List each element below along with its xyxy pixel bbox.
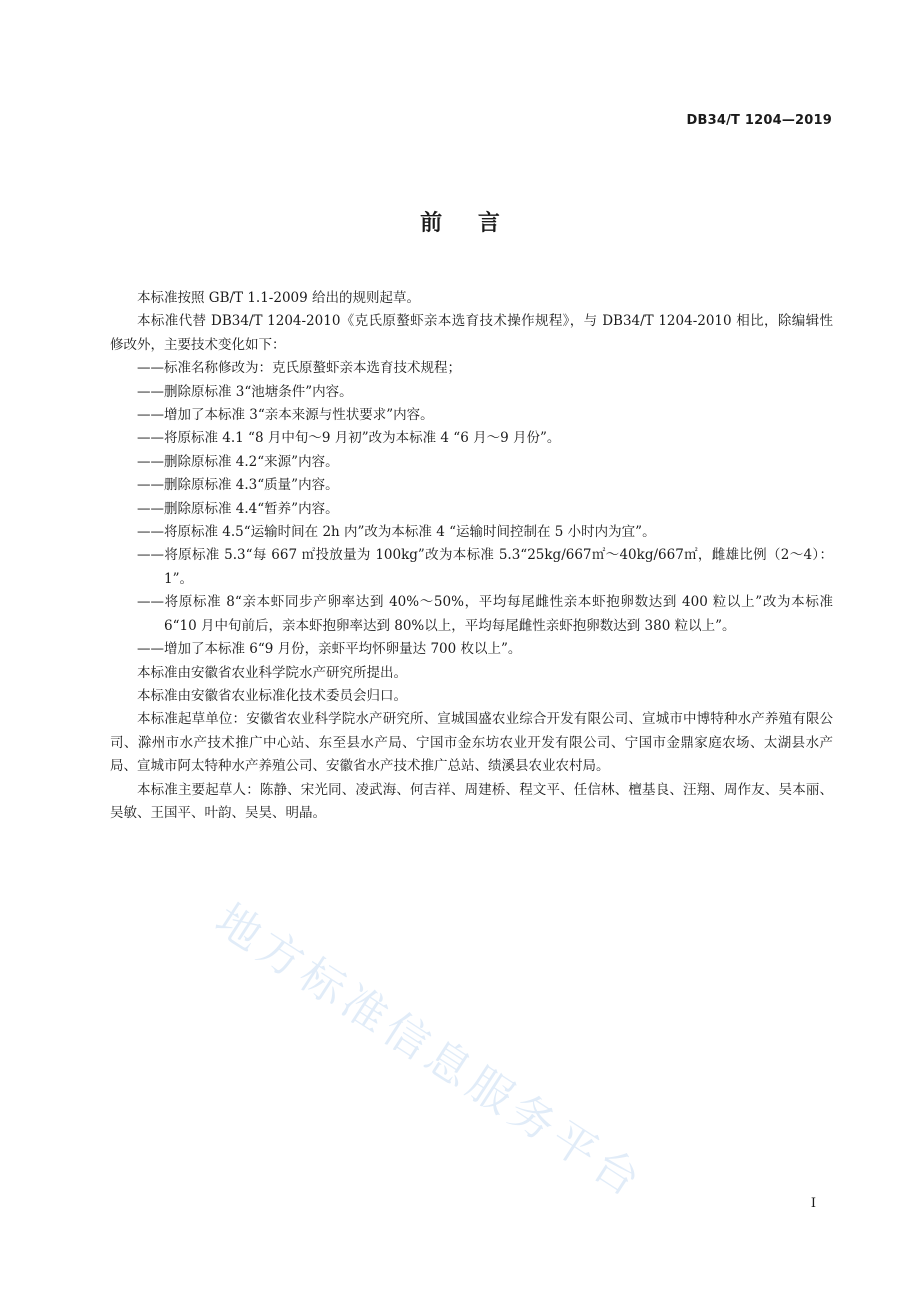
change-item: ——将原标准 5.3“每 667 ㎡投放量为 100kg”改为本标准 5.3“25kg/667㎡～40kg/667㎡，雌雄比例（2～4）：1”。 <box>137 547 833 587</box>
watermark: 地方标准信息服务平台 <box>206 894 654 1210</box>
paragraph-drafting-rules: 本标准按照 GB/T 1.1-2009 给出的规则起草。 <box>137 290 421 306</box>
change-item: ——删除原标准 4.4“暂养”内容。 <box>137 500 339 517</box>
foreword-body <box>110 287 833 825</box>
change-item: ——将原标准 4.1 “8 月中旬～9 月初”改为本标准 4 “6 月～9 月份”。 <box>137 430 561 447</box>
change-item: ——删除原标准 4.2“来源”内容。 <box>137 453 339 470</box>
change-item: ——标准名称修改为：克氏原螯虾亲本选育技术规程； <box>137 360 461 377</box>
paragraph-drafting-units: 本标准起草单位：安徽省农业科学院水产研究所、宣城国盛农业综合开发有限公司、宣城市中博特种水产养殖有限公司、滁州市水产技术推广中心站、东至县水产局、宁国市金东坊农业开发有限公司、宁国市金鼎家庭农场、太湖县水产局、宣城市阿太特种水产养殖公司、安徽省水产技术推广总站、绩溪县农业农村局。 <box>110 711 833 775</box>
paragraph-drafters: 本标准主要起草人：陈静、宋光同、凌武海、何吉祥、周建桥、程文平、任信林、檀基良、汪翔、周作友、吴本丽、吴敏、王国平、叶韵、吴昊、明晶。 <box>110 781 833 821</box>
paragraph-proposer: 本标准由安徽省农业科学院水产研究所提出。 <box>137 664 407 681</box>
page-title: 前 言 <box>420 211 514 236</box>
paragraph-centralized-by: 本标准由安徽省农业标准化技术委员会归口。 <box>137 687 407 704</box>
change-item: ——删除原标准 3“池塘条件”内容。 <box>137 383 353 400</box>
change-item: ——删除原标准 4.3“质量”内容。 <box>137 477 339 494</box>
page-number: I <box>810 1196 816 1211</box>
change-item: ——将原标准 8“亲本虾同步产卵率达到 40%～50%，平均每尾雌性亲本虾抱卵数达到 400 粒以上”改为本标准 6“10 月中旬前后，亲本虾抱卵率达到 80%以上，平均每尾雌性亲虾抱卵数达到 380 粒以上”。 <box>137 594 833 634</box>
change-item: ——增加了本标准 3“亲本来源与性状要求”内容。 <box>137 407 434 424</box>
document-code: DB34/T 1204—2019 <box>686 113 832 128</box>
paragraph-replacement: 本标准代替 DB34/T 1204-2010《克氏原螯虾亲本选育技术操作规程》，与 DB34/T 1204-2010 相比，除编辑性修改外，主要技术变化如下： <box>110 313 833 353</box>
change-item: ——将原标准 4.5“运输时间在 2h 内”改为本标准 4 “运输时间控制在 5 小时内为宜”。 <box>137 524 656 541</box>
change-item: ——增加了本标准 6“9 月份，亲虾平均怀卵量达 700 枚以上”。 <box>137 641 522 658</box>
